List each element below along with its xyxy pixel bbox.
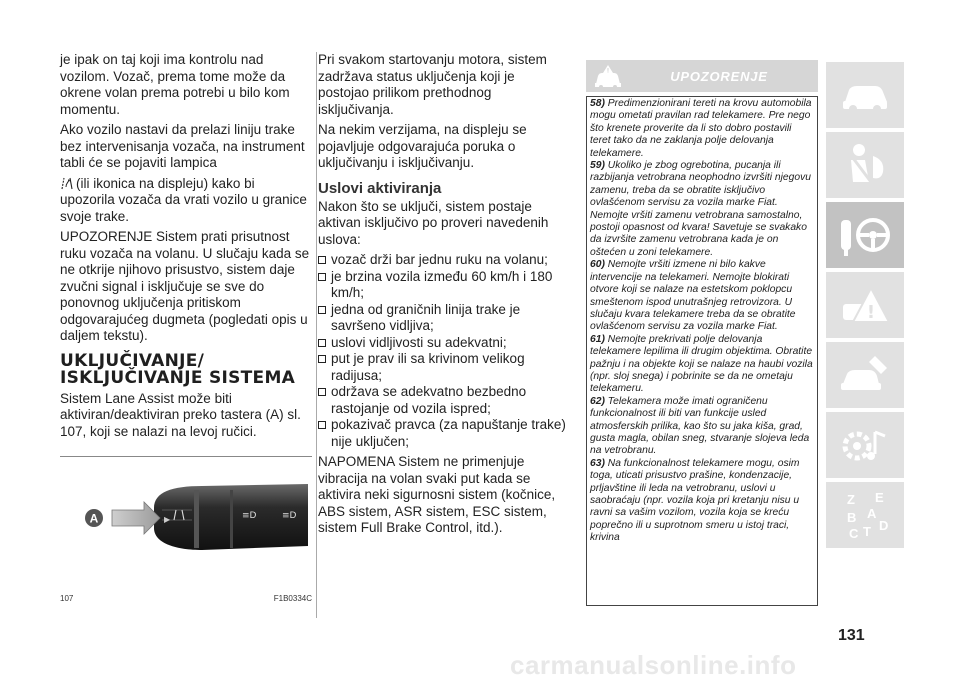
warning-note: 60) Nemojte vršiti izmene ni bilo kakve intervencije na telekameri. Nemojte blokirati otvore koji se nalaze na estetskom poklopcu smeštenom ispod unutrašnjeg retrovizora. U slučaju kvara telekamere treba da se obratite ovlašćenom servisu za vozila marke Fiat. [590, 259, 796, 333]
checkbox-bullet-icon [318, 273, 326, 281]
checkbox-bullet-icon [318, 355, 326, 363]
warning-note: 58) Predimenzionirani tereti na krovu automobila mogu ometati pravilan rad telekamere. Pre nego što krenete proverite da li sto dobro postavili teret tako da ne zaklanja polje delovanja telekamere. [590, 98, 812, 159]
chapter-index-sidebar [826, 62, 904, 622]
list-item: održava se adekvatno bezbedno rastojanje od vozila ispred; [318, 384, 568, 417]
tab-index[interactable] [826, 482, 904, 548]
paragraph: je ipak on taj koji ima kontrolu nad vozilom. Vozač, prema tome može da okrene volan prema potrebi u bilo kom momentu. [60, 52, 290, 117]
svg-text:!: ! [606, 67, 610, 75]
tab-maintenance[interactable] [826, 412, 904, 478]
conditions-list [318, 252, 568, 450]
checkbox-bullet-icon [318, 421, 326, 429]
warning-header [586, 60, 818, 92]
list-item: pokazivač pravca (za napuštanje trake) nije uključen; [318, 417, 568, 450]
warning-title: UPOZORENJE [670, 68, 768, 84]
key-steering-wheel-icon [835, 208, 895, 262]
warning-note: 61) Nemojte prekrivati polje delovanja telekamere lepilima ili drugim objektima. Obratite pažnju i na objekte koji se nalaze na haubi vozila (npr. sloj snega) i pobrinite se da ne ometaju telekameru. [590, 333, 813, 395]
warning-note: 62) Telekamera može imati ograničenu funkcionalnost ili biti van funkcije usled atmosferskih prilika, kao što su jaka kiša, grad, gusta magla, obilan sneg, stvaranje slojeva leda na vetrobranu. [590, 395, 810, 457]
callout-label-a: A [89, 511, 99, 526]
svg-text:≡D: ≡D [282, 511, 297, 521]
svg-text:C: C [849, 526, 859, 541]
svg-text:T: T [863, 524, 871, 539]
svg-text:!: ! [866, 302, 876, 323]
svg-text:E: E [875, 490, 884, 505]
tab-starting-driving[interactable] [826, 202, 904, 268]
tab-safety[interactable] [826, 132, 904, 198]
text-column-left [60, 52, 310, 444]
checkbox-bullet-icon [318, 256, 326, 264]
warning-box [586, 60, 818, 620]
checkbox-bullet-icon [318, 339, 326, 347]
text-column-middle [318, 52, 568, 541]
list-item: je brzina vozila između 60 km/h i 180 km/h; [318, 269, 568, 302]
subheading: Uslovi aktiviranja [318, 179, 442, 197]
svg-text:≡D: ≡D [242, 511, 257, 521]
paragraph: Pri svakom startovanju motora, sistem zadržava status uključenja koji je postojao prilikom prethodnog isključivanja. [318, 52, 547, 117]
list-item: jedna od graničnih linija trake je savršeno vidljiva; [318, 302, 568, 335]
tab-dashboard[interactable] [826, 62, 904, 128]
watermark: carmanualsonline.info [510, 650, 797, 680]
svg-text:A: A [867, 506, 877, 521]
svg-text:Z: Z [847, 492, 855, 507]
gear-music-icon [835, 418, 895, 472]
figure-code: F1B0334C [273, 594, 312, 603]
figure-caption [60, 594, 312, 603]
paragraph: Sistem Lane Assist može biti aktiviran/deaktiviran preko tastera (A) sl. 107, koji se nalazi na levoj ručici. [60, 390, 301, 439]
wrench-car-icon [835, 348, 895, 402]
paragraph: Ako vozilo nastavi da prelazi liniju trake bez intervenisanja vozača, na instrument tabli će se pojaviti lampica [60, 122, 305, 170]
page-number: 131 [838, 627, 865, 644]
seat-belt-airbag-icon [835, 138, 895, 192]
car-dashboard-icon [835, 68, 895, 122]
paragraph-note: NAPOMENA Sistem ne primenjuje vibracija na volan svaki put kada se aktivira neki sigurnosni sistem (kočnice, ABS sistem, ASR sistem, ESC sistem, sistem Full Brake Control, itd.). [318, 454, 556, 535]
figure-number: 107 [60, 594, 74, 603]
warning-note: 59) Ukoliko je zbog ogrebotina, pucanja ili razbijanja vetrobrana neophodno izvršiti njegovu zamenu, treba da se obratite isključivo ovlašćenom servisu za vozila marke Fiat. Nemojte vršiti zamenu vetrobrana samostalno, postoji opasnost od kvara! Savetuje se svakako da izvršite zamenu vetrobrana kada je on oštećen u zoni telekamere. [590, 160, 811, 258]
list-item: put je prav ili sa krivinom velikog radijusa; [318, 351, 568, 384]
alphabet-index-icon [835, 488, 895, 542]
car-warning-icon [592, 64, 624, 90]
checkbox-bullet-icon [318, 306, 326, 314]
warning-note: 63) Na funkcionalnost telekamere mogu, osim toga, uticati prisustvo prašine, kondenzacije, prljavštine ili leda na vetrobranu, uslovi u saobraćaju (npr. vozila koja pri kretanju nisu u ravni sa vašim vozilom, vozila koja se kreću poprečno ili u suprotnom smeru u istoj traci, krivina [590, 457, 800, 544]
warning-triangle-icon [835, 278, 895, 332]
tab-warning-lights[interactable] [826, 272, 904, 338]
section-heading: UKLJUČIVANJE/ ISKLJUČIVANJE SISTEMA [60, 350, 296, 388]
stalk-illustration [82, 466, 312, 590]
list-item: uslovi vidljivosti su adekvatni; [318, 335, 568, 352]
figure-divider [60, 456, 312, 457]
lane-assist-stalk-figure [82, 466, 312, 590]
svg-text:D: D [879, 518, 889, 533]
paragraph [60, 176, 310, 226]
svg-text:▶: ▶ [164, 515, 171, 524]
tab-emergency[interactable] [826, 342, 904, 408]
list-item: vozač drži bar jednu ruku na volanu; [318, 252, 568, 269]
paragraph-continuation: (ili ikonica na displeju) kako bi upozorila vozača da vrati vozilo u granice svoje trake. [60, 175, 307, 224]
column-separator [316, 52, 317, 618]
checkbox-bullet-icon [318, 388, 326, 396]
paragraph: Nakon što se uključi, sistem postaje aktivan isključivo po proveri navedenih uslova: [318, 198, 549, 247]
paragraph: UPOZORENJE Sistem prati prisutnost ruku vozača na volanu. U slučaju kada se ne otkrije njihovo prisustvo, sistem daje zvučni signal i isključuje se sve do ponovnog uključenja pritiskom odgovarajućeg dugmeta (pogledati opis u daljem tekstu). [60, 229, 310, 343]
svg-text:B: B [847, 510, 857, 525]
paragraph: Na nekim verzijama, na displeju se pojavljuje odgovarajuća poruka o uključivanju i isključivanju. [318, 122, 527, 170]
warning-notes [586, 96, 818, 606]
lane-assist-warning-icon [60, 176, 74, 190]
